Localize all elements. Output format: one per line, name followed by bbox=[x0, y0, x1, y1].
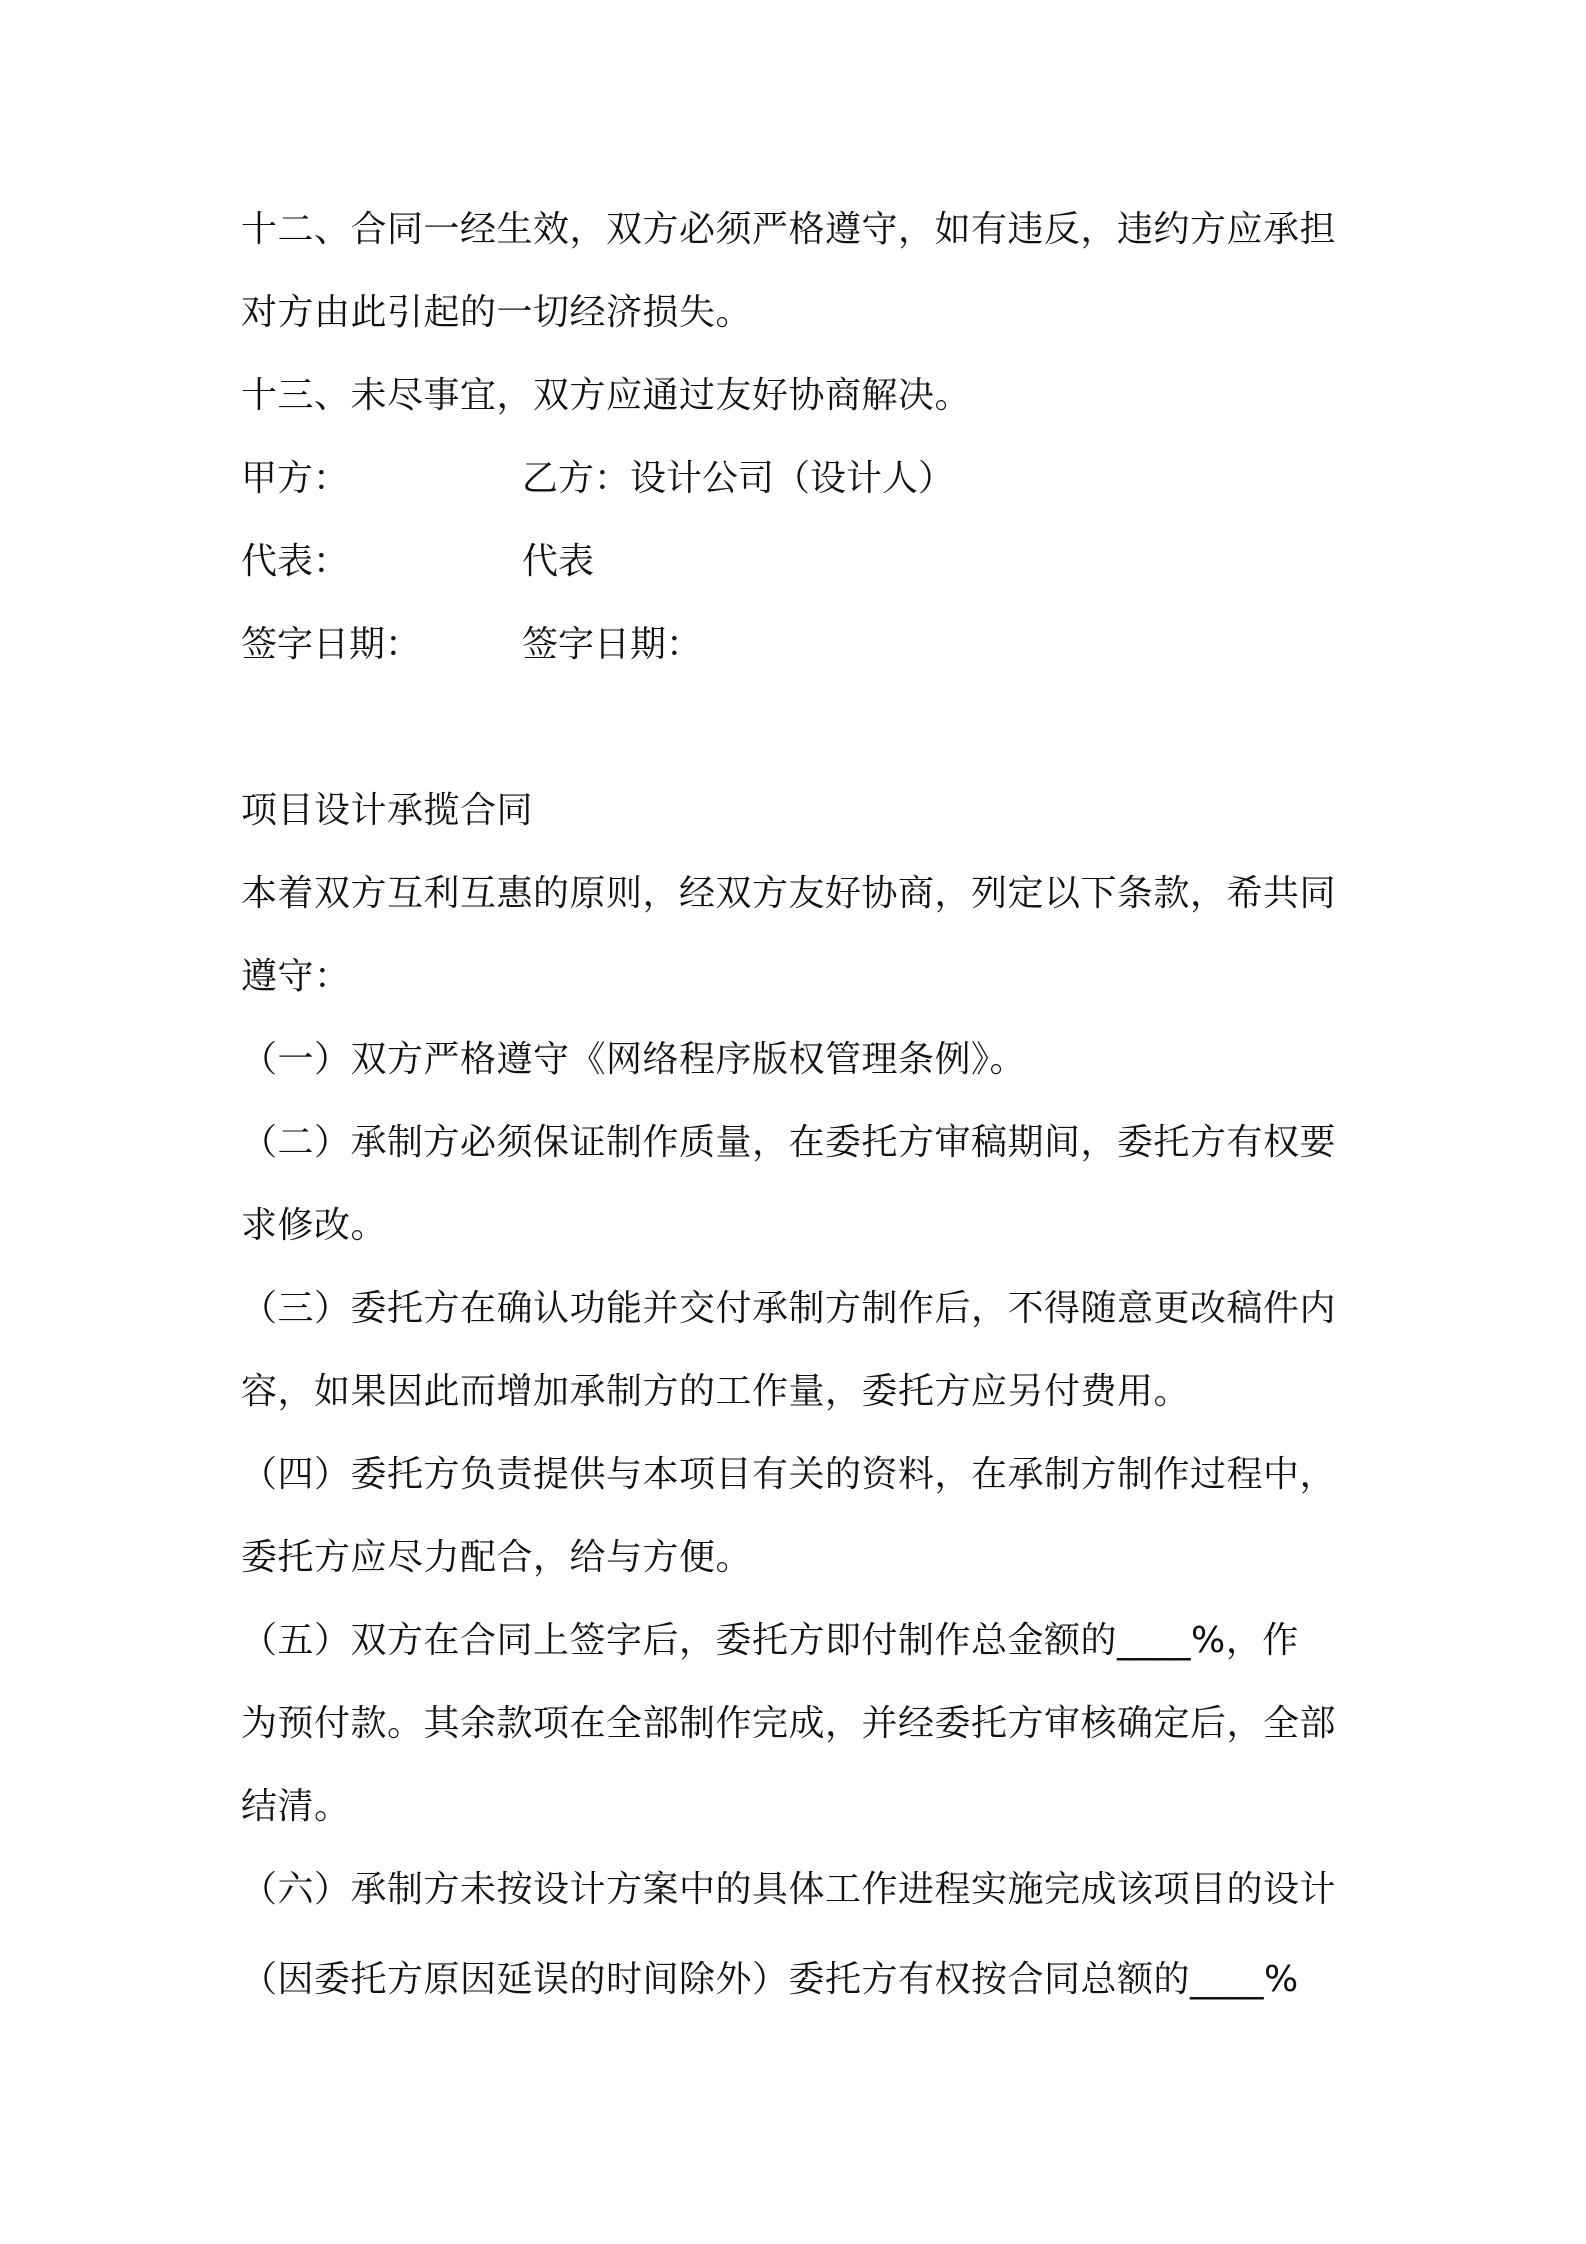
signature-row-representative bbox=[241, 538, 1341, 586]
signature-row-date bbox=[241, 621, 1341, 669]
clause-12-line-1: 十二、合同一经生效，双方必须严格遵守，如有违反，违约方应承担 bbox=[241, 209, 1337, 250]
rep-a-label: 代表： bbox=[241, 541, 350, 582]
term-6-line-1: （六）承制方未按设计方案中的具体工作进程实施完成该项目的设计 bbox=[241, 1869, 1337, 1910]
date-a-label: 签字日期： bbox=[241, 624, 422, 665]
intro-line-2: 遵守： bbox=[241, 956, 351, 997]
term-4-line-1: （四）委托方负责提供与本项目有关的资料，在承制方制作过程中， bbox=[241, 1454, 1337, 1495]
intro-line-1: 本着双方互利互惠的原则，经双方友好协商，列定以下条款，希共同 bbox=[241, 873, 1337, 914]
term-5-line-1: （五）双方在合同上签字后，委托方即付制作总金额的____%，作 bbox=[241, 1620, 1299, 1661]
date-b-label: 签字日期： bbox=[522, 624, 703, 665]
term-2-line-1: （二）承制方必须保证制作质量，在委托方审稿期间，委托方有权要 bbox=[241, 1122, 1337, 1163]
party-a-label: 甲方： bbox=[241, 458, 350, 499]
term-3-line-1: （三）委托方在确认功能并交付承制方制作后，不得随意更改稿件内 bbox=[241, 1288, 1337, 1329]
contract-title: 项目设计承揽合同 bbox=[241, 790, 534, 831]
term-2-line-2: 求修改。 bbox=[241, 1205, 388, 1246]
clause-12-line-2: 对方由此引起的一切经济损失。 bbox=[241, 292, 753, 333]
rep-b-label: 代表 bbox=[522, 541, 595, 582]
term-5-line-3: 结清。 bbox=[241, 1786, 351, 1827]
term-5-line-2: 为预付款。其余款项在全部制作完成，并经委托方审核确定后，全部 bbox=[241, 1703, 1337, 1744]
party-b-label: 乙方：设计公司（设计人） bbox=[522, 458, 955, 499]
term-6-line-2: （因委托方原因延误的时间除外）委托方有权按合同总额的____% bbox=[241, 1959, 1299, 2000]
term-3-line-2: 容，如果因此而增加承制方的工作量，委托方应另付费用。 bbox=[241, 1371, 1191, 1412]
signature-row-party bbox=[241, 455, 1341, 503]
clause-13: 十三、未尽事宜，双方应通过友好协商解决。 bbox=[241, 375, 972, 416]
term-1: （一）双方严格遵守《网络程序版权管理条例》。 bbox=[241, 1039, 1027, 1080]
term-4-line-2: 委托方应尽力配合，给与方便。 bbox=[241, 1537, 753, 1578]
